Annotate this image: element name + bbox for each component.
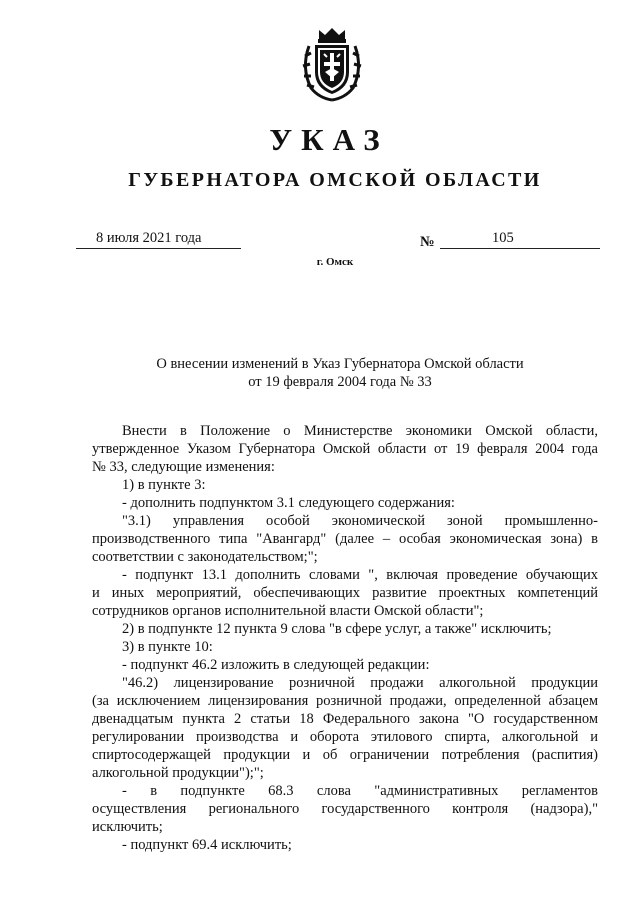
body-line: и иных мероприятий, обеспечивающих развитие проектных компетенций: [92, 585, 598, 601]
body-line: - подпункт 69.4 исключить;: [122, 837, 292, 853]
body-line: "3.1) управления особой экономической зоной промышленно-: [122, 513, 598, 529]
body-line: № 33, следующие изменения:: [92, 459, 275, 475]
body-line: - подпункт 46.2 изложить в следующей редакции:: [122, 657, 430, 673]
body-line: 2) в подпункте 12 пункта 9 слова "в сфере услуг, а также" исключить;: [122, 621, 552, 637]
body-line: Внести в Положение о Министерстве экономики Омской области,: [122, 423, 598, 439]
document-date: 8 июля 2021 года: [96, 230, 202, 246]
body-line: сотрудников органов исполнительной власти Омской области";: [92, 603, 484, 619]
body-line: утвержденное Указом Губернатора Омской области от 19 февраля 2004 года: [92, 441, 598, 457]
document-title: УКАЗ: [269, 122, 389, 157]
body-line: - подпункт 13.1 дополнить словами ", включая проведение обучающих: [122, 567, 598, 583]
document-city: г. Омск: [316, 256, 354, 268]
document-subtitle: ГУБЕРНАТОРА ОМСКОЙ ОБЛАСТИ: [128, 169, 542, 191]
number-field: [440, 230, 600, 249]
body-line: производственного типа "Авангард" (далее – особая экономическая зона) в: [92, 531, 598, 547]
document-number: 105: [492, 230, 514, 246]
body-line: - дополнить подпунктом 3.1 следующего содержания:: [122, 495, 455, 511]
body-line: исключить;: [92, 819, 163, 835]
body-line: "46.2) лицензирование розничной продажи алкогольной продукции: [122, 675, 598, 691]
omsk-coat-of-arms-icon: [299, 26, 365, 102]
body-line: 3) в пункте 10:: [122, 639, 213, 655]
body-line: алкогольной продукции");";: [92, 765, 264, 781]
date-field: [76, 230, 241, 249]
body-line: регулировании производства и оборота этилового спирта, алкогольной и: [92, 729, 598, 745]
body-line: (за исключением лицензирования розничной продажи, определенной абзацем: [92, 693, 598, 709]
number-sign: №: [420, 234, 435, 250]
body-line: - в подпункте 68.3 слова "административных регламентов: [122, 783, 598, 799]
body-line: двенадцатым пункта 2 статьи 18 Федерального закона "О государственном: [92, 711, 598, 727]
body-line: спиртосодержащей продукции и об ограничении потребления (распития): [92, 747, 598, 763]
heading-line: от 19 февраля 2004 года № 33: [248, 374, 432, 390]
body-line: осуществления регионального государственного контроля (надзора),": [92, 801, 598, 817]
heading-line: О внесении изменений в Указ Губернатора Омской области: [156, 356, 524, 372]
body-line: соответствии с законодательством;";: [92, 549, 318, 565]
body-line: 1) в пункте 3:: [122, 477, 206, 493]
